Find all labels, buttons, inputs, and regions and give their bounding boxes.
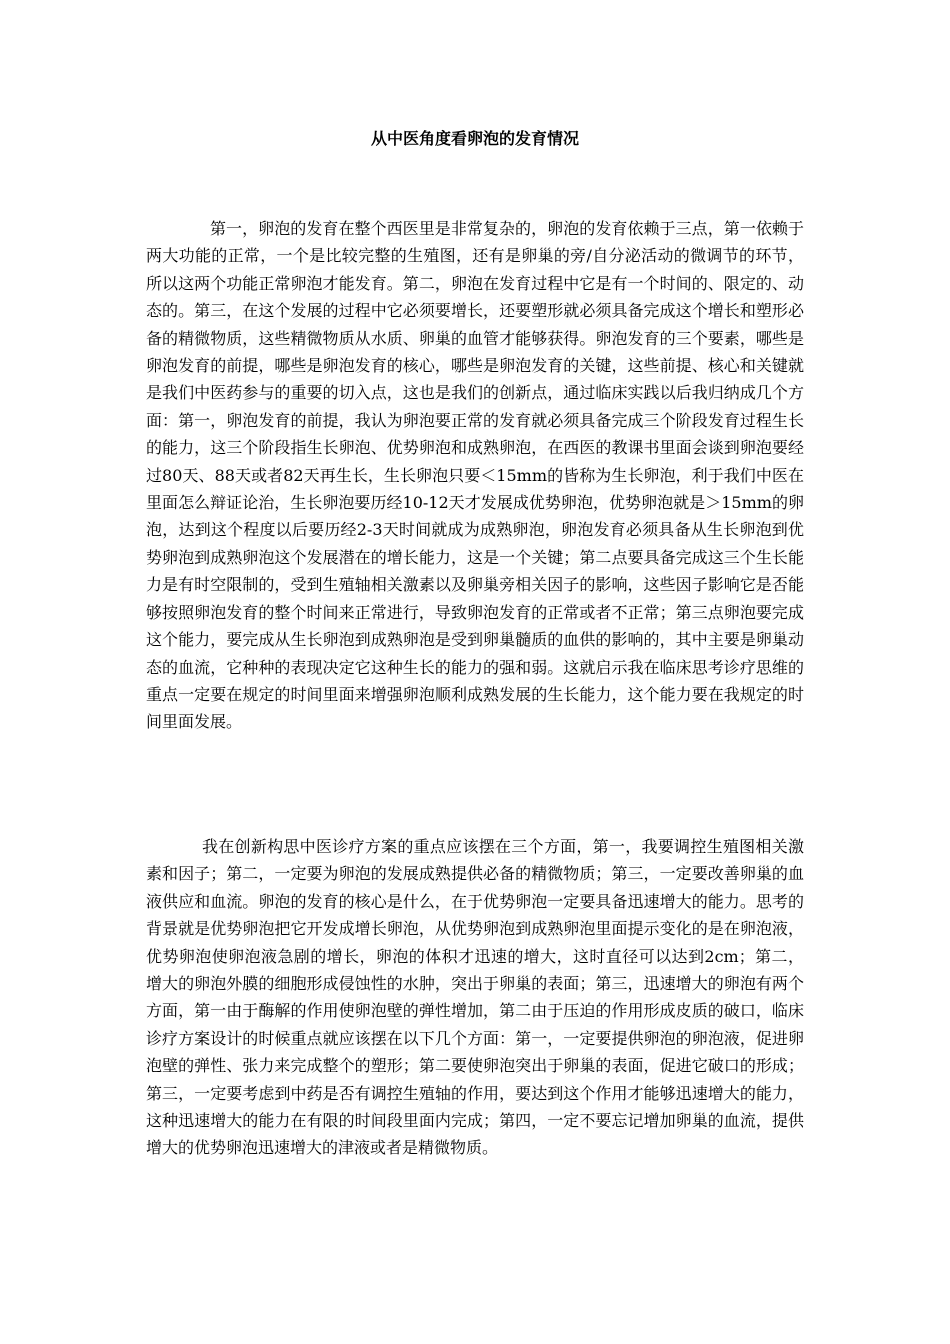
body-paragraph-2: 我在创新构思中医诊疗方案的重点应该摆在三个方面，第一，我要调控生殖图相关激素和因子；第二，一定要为卵泡的发展成熟提供必备的精微物质；第三，一定要改善卵巢的血液供应和血流。卵泡的发育的核心是什么，在于优势卵泡一定要具备迅速增大的能力。思考的背景就是优势卵泡把它开发成增长卵泡，从优势卵泡到成熟卵泡里面提示变化的是在卵泡液，优势卵泡使卵泡液急剧的增长，卵泡的体积才迅速的增大，这时直径可以达到2cm；第二，增大的卵泡外膜的细胞形成侵蚀性的水肿，突出于卵巢的表面；第三，迅速增大的卵泡有两个方面，第一由于酶解的作用使卵泡壁的弹性增加，第二由于压迫的作用形成皮质的破口，临床诊疗方案设计的时候重点就应该摆在以下几个方面：第一，一定要提供卵泡的卵泡液，促进卵泡壁的弹性、张力来完成整个的塑形；第二要使卵泡突出于卵巢的表面，促进它破口的形成；第三，一定要考虑到中药是否有调控生殖轴的作用，要达到这个作用才能够迅速增大的能力，这种迅速增大的能力在有限的时间段里面内完成；第四，一定不要忘记增加卵巢的血流，提供增大的优势卵泡迅速增大的津液或者是精微物质。 bbox=[146, 837, 804, 1158]
body-paragraph-1: 第一，卵泡的发育在整个西医里是非常复杂的，卵泡的发育依赖于三点，第一依赖于两大功能的正常，一个是比较完整的生殖图，还有是卵巢的旁/自分泌活动的微调节的环节，所以这两个功能正常卵泡才能发育。第二，卵泡在发育过程中它是有一个时间的、限定的、动态的。第三，在这个发展的过程中它必须要增长，还要塑形就必须具备完成这个增长和塑形必备的精微物质，这些精微物质从水质、卵巢的血管才能够获得。卵泡发育的三个要素，哪些是卵泡发育的前提，哪些是卵泡发育的核心，哪些是卵泡发育的关键，这些前提、核心和关键就是我们中医药参与的重要的切入点，这也是我们的创新点，通过临床实践以后我归纳成几个方面：第一，卵泡发育的前提，我认为卵泡要正常的发育就必须具备完成三个阶段发育过程生长的能力，这三个阶段指生长卵泡、优势卵泡和成熟卵泡，在西医的教课书里面会谈到卵泡要经过80天、88天或者82天再生长，生长卵泡只要＜15mm的皆称为生长卵泡，利于我们中医在里面怎么辩证论治，生长卵泡要历经10-12天才发展成优势卵泡，优势卵泡就是＞15mm的卵泡，达到这个程度以后要历经2-3天时间就成为成熟卵泡，卵泡发育必须具备从生长卵泡到优势卵泡到成熟卵泡这个发展潜在的增长能力，这是一个关键；第二点要具备完成这三个生长能力是有时空限制的，受到生殖轴相关激素以及卵巢旁相关因子的影响，这些因子影响它是否能够按照卵泡发育的整个时间来正常进行，导致卵泡发育的正常或者不正常；第三点卵泡要完成这个能力，要完成从生长卵泡到成熟卵泡是受到卵巢髓质的血供的影响的，其中主要是卵巢动态的血流，它种种的表现决定它这种生长的能力的强和弱。这就启示我在临床思考诊疗思维的重点一定要在规定的时间里面来增强卵泡顺利成熟发展的生长能力，这个能力要在我规定的时间里面发展。 bbox=[146, 219, 804, 732]
document-title: 从中医角度看卵泡的发育情况 bbox=[370, 129, 579, 148]
